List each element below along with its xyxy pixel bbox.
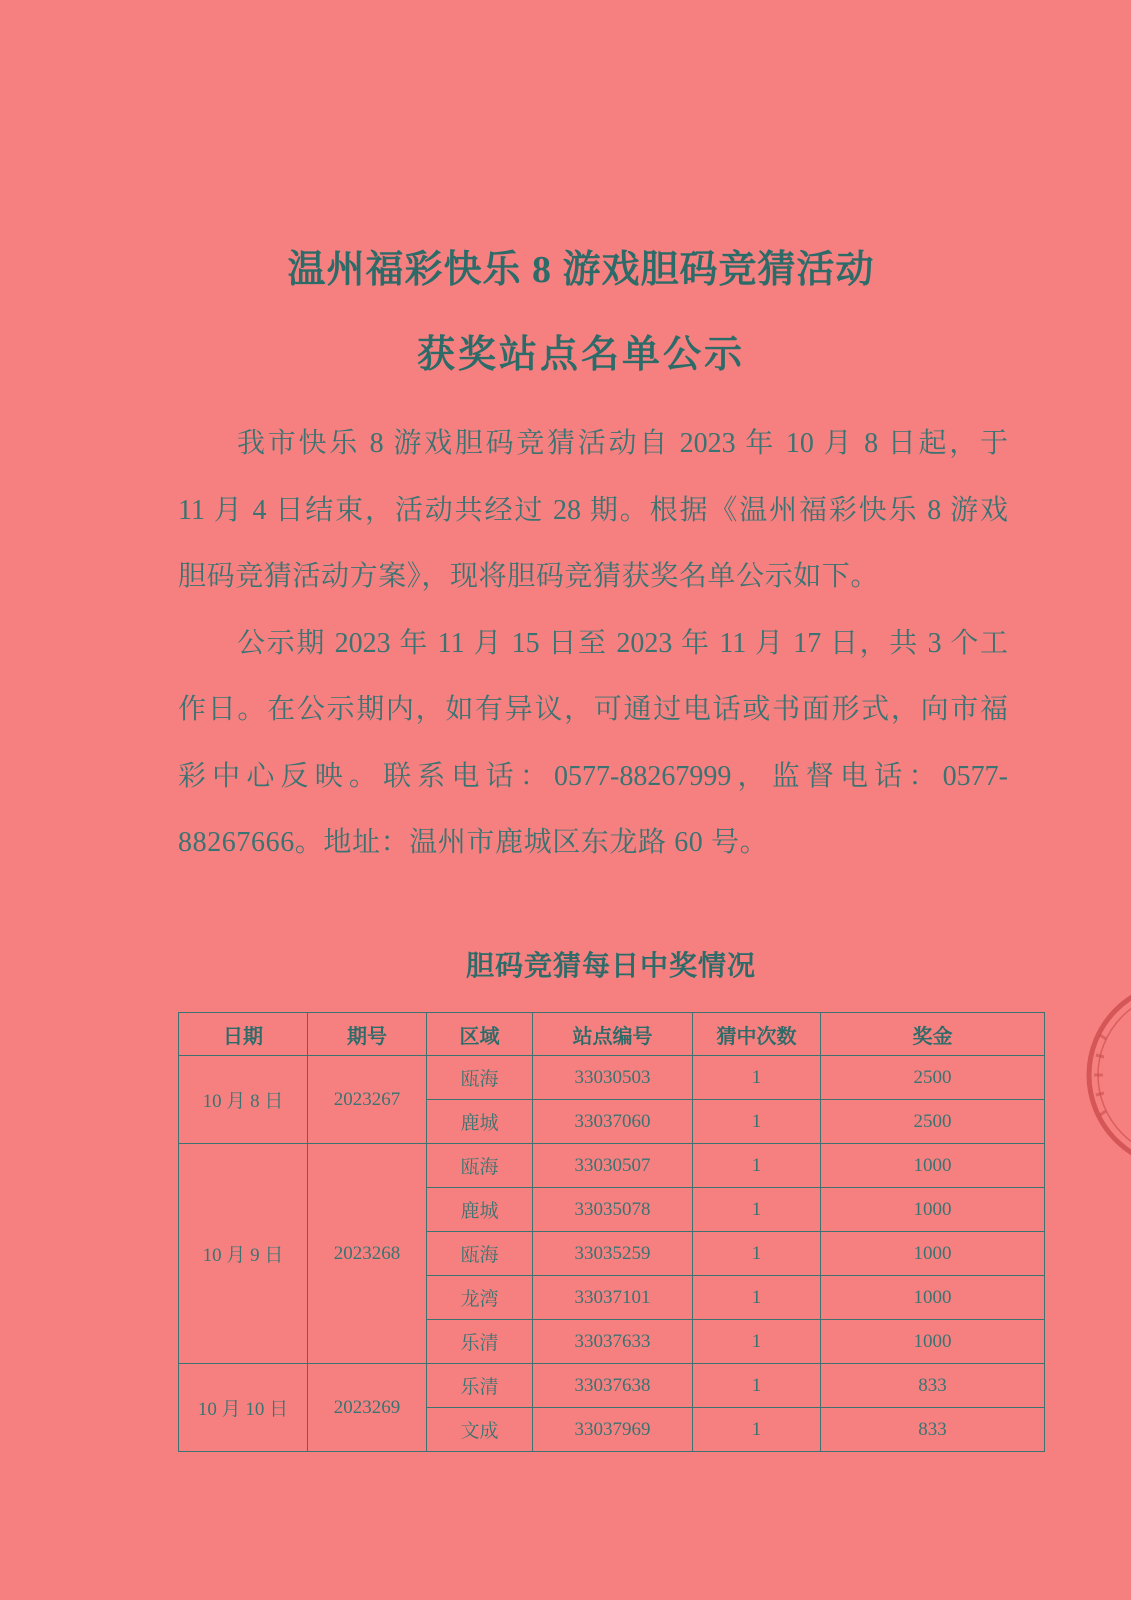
station-code-cell: 33035078: [533, 1188, 693, 1232]
hits-cell: 1: [693, 1188, 821, 1232]
paragraph-1-line-3: 胆码竞猜活动方案》，现将胆码竞猜获奖名单公示如下。: [178, 561, 880, 592]
prize-cell: 1000: [821, 1144, 1045, 1188]
station-code-cell: 33030503: [533, 1056, 693, 1100]
station-code-cell: 33037101: [533, 1276, 693, 1320]
column-header-prize: 奖金: [821, 1013, 1045, 1056]
region-cell: 瓯海: [427, 1232, 533, 1276]
station-code-cell: 33037633: [533, 1320, 693, 1364]
region-cell: 乐清: [427, 1364, 533, 1408]
table-row: [179, 1056, 1045, 1100]
table-header-row: [179, 1013, 1045, 1056]
hits-cell: 1: [693, 1056, 821, 1100]
issue-cell: 2023268: [308, 1144, 427, 1364]
column-header-date: 日期: [179, 1013, 308, 1056]
table-row: [179, 1144, 1045, 1188]
issue-cell: 2023269: [308, 1364, 427, 1452]
region-cell: 鹿城: [427, 1100, 533, 1144]
station-code-cell: 33035259: [533, 1232, 693, 1276]
date-cell: 10 月 10 日: [179, 1364, 308, 1452]
hits-cell: 1: [693, 1276, 821, 1320]
official-seal-icon: [1066, 975, 1131, 1175]
prize-cell: 833: [821, 1408, 1045, 1452]
prize-cell: 1000: [821, 1232, 1045, 1276]
table-title: 胆码竞猜每日中奖情况: [465, 950, 756, 981]
column-header-issue: 期号: [308, 1013, 427, 1056]
paragraph-2-line-1: 公示期 2023 年 11 月 15 日至 2023 年 11 月 17 日，共 3 个工: [237, 627, 1008, 659]
region-cell: 文成: [427, 1408, 533, 1452]
document-title-line-1: 温州福彩快乐 8 游戏胆码竞猜活动: [287, 249, 875, 291]
prize-cell: 1000: [821, 1320, 1045, 1364]
paragraph-2-line-2: 作日。在公示期内，如有异议，可通过电话或书面形式，向市福: [178, 694, 1008, 725]
prize-cell: 1000: [821, 1188, 1045, 1232]
hits-cell: 1: [693, 1232, 821, 1276]
table-row: [179, 1364, 1045, 1408]
column-header-region: 区域: [427, 1013, 533, 1056]
station-code-cell: 33037969: [533, 1408, 693, 1452]
column-header-hits: 猜中次数: [693, 1013, 821, 1056]
region-cell: 龙湾: [427, 1276, 533, 1320]
hits-cell: 1: [693, 1144, 821, 1188]
station-code-cell: 33037060: [533, 1100, 693, 1144]
station-code-cell: 33030507: [533, 1144, 693, 1188]
region-cell: 乐清: [427, 1320, 533, 1364]
prize-cell: 833: [821, 1364, 1045, 1408]
date-cell: 10 月 8 日: [179, 1056, 308, 1144]
hits-cell: 1: [693, 1100, 821, 1144]
hits-cell: 1: [693, 1408, 821, 1452]
hits-cell: 1: [693, 1364, 821, 1408]
issue-cell: 2023267: [308, 1056, 427, 1144]
region-cell: 瓯海: [427, 1144, 533, 1188]
column-header-station-code: 站点编号: [533, 1013, 693, 1056]
prize-cell: 1000: [821, 1276, 1045, 1320]
prize-cell: 2500: [821, 1056, 1045, 1100]
date-cell: 10 月 9 日: [179, 1144, 308, 1364]
winners-table: [178, 1012, 1045, 1452]
paragraph-2-line-3: 彩中心反映。联系电话：0577-88267999，监督电话：0577-: [178, 760, 1008, 792]
region-cell: 瓯海: [427, 1056, 533, 1100]
announcement-body: [178, 411, 1008, 877]
station-code-cell: 33037638: [533, 1364, 693, 1408]
paragraph-2-line-4: 88267666。地址：温州市鹿城区东龙路 60 号。: [178, 827, 769, 858]
paragraph-1-line-2: 11 月 4 日结束，活动共经过 28 期。根据《温州福彩快乐 8 游戏: [178, 494, 1008, 526]
prize-cell: 2500: [821, 1100, 1045, 1144]
document-title-line-2: 获奖站点名单公示: [416, 334, 745, 376]
paragraph-1-line-1: 我市快乐 8 游戏胆码竞猜活动自 2023 年 10 月 8 日起，于: [237, 428, 1008, 459]
hits-cell: 1: [693, 1320, 821, 1364]
region-cell: 鹿城: [427, 1188, 533, 1232]
